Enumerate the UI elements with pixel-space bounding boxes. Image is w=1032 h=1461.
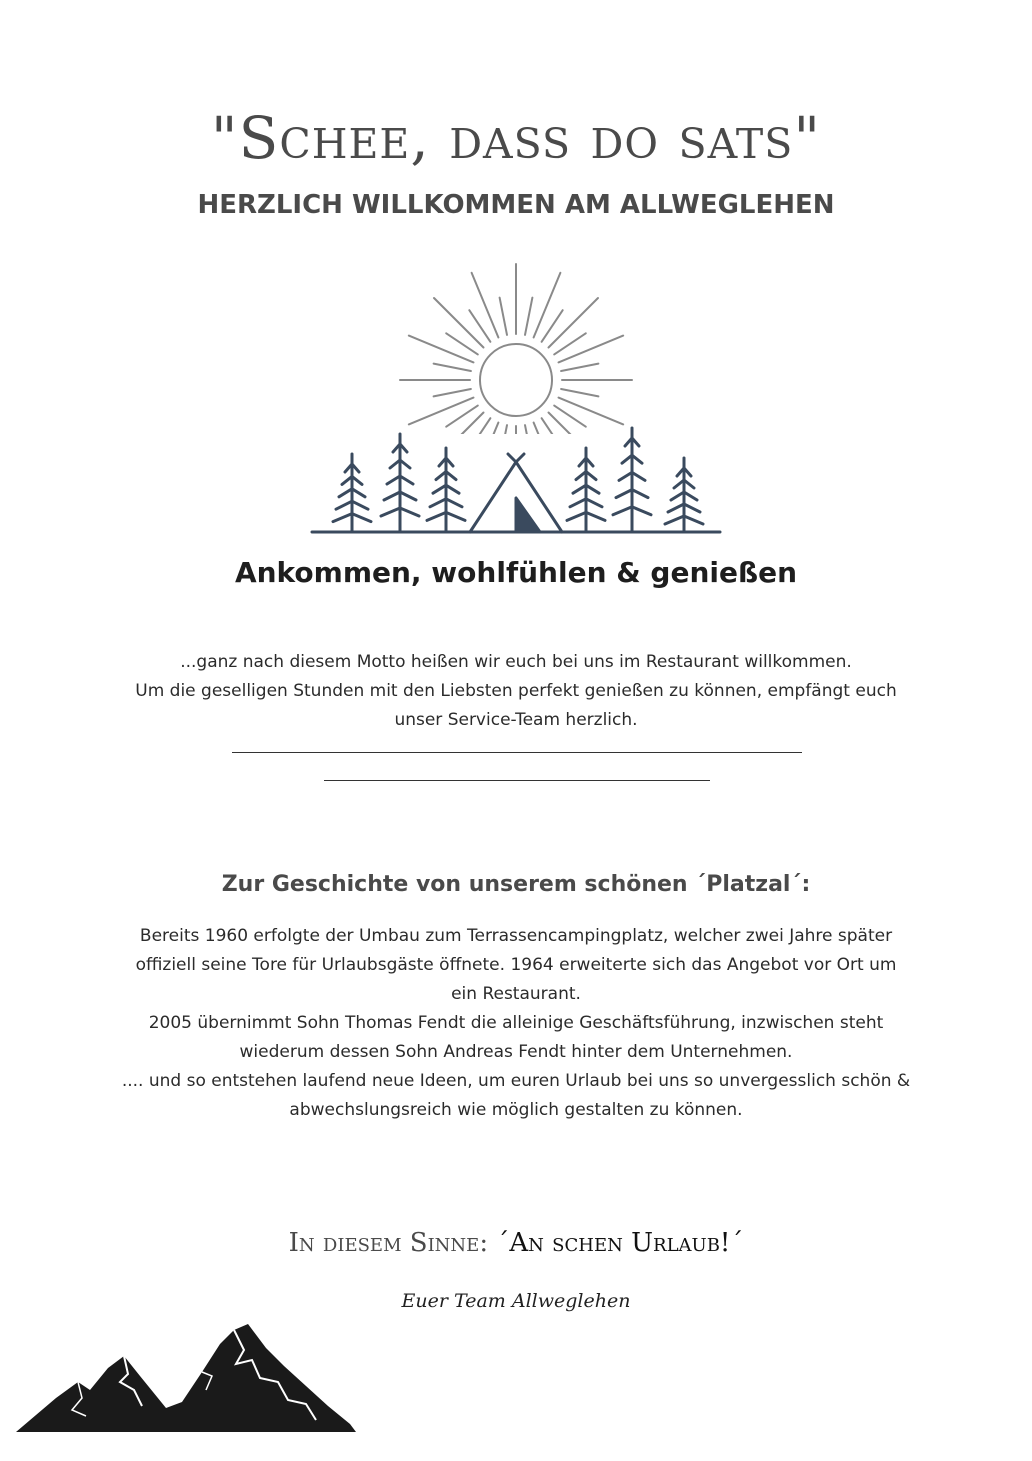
motto-heading: Ankommen, wohlfühlen & genießen: [234, 556, 798, 589]
history-line: offiziell seine Tore für Urlaubsgäste öffnete. 1964 erweiterte sich das Angebot vor Ort um: [135, 955, 897, 975]
history-line: 2005 übernimmt Sohn Thomas Fendt die alleinige Geschäftsführung, inzwischen steht: [148, 1013, 884, 1033]
intro-line: unser Service-Team herzlich.: [394, 710, 638, 730]
history-paragraph: [0, 922, 1032, 1125]
mountains-icon: [16, 1320, 356, 1432]
closing-line: [0, 1228, 1032, 1258]
history-line: wiederum dessen Sohn Andreas Fendt hinter dem Unternehmen.: [239, 1042, 793, 1062]
history-heading: Zur Geschichte von unserem schönen ´Platzal´:: [221, 872, 811, 897]
page-subtitle: HERZLICH WILLKOMMEN AM ALLWEGLEHEN: [197, 190, 835, 220]
history-line: abwechslungsreich wie möglich gestalten zu können.: [289, 1100, 743, 1120]
intro-paragraph: [0, 648, 1032, 735]
divider-line: [324, 780, 710, 781]
divider-line: [232, 752, 802, 753]
closing-prefix: In diesem Sinne:: [288, 1228, 489, 1258]
intro-line: ...ganz nach diesem Motto heißen wir euch bei uns im Restaurant willkommen.: [180, 652, 852, 672]
signature: Euer Team Allweglehen: [401, 1290, 631, 1312]
sun-trees-tent-icon: [306, 262, 726, 542]
history-line: ein Restaurant.: [451, 984, 581, 1004]
closing-wish: ´An schen Urlaub!´: [496, 1228, 744, 1258]
intro-line: Um die geselligen Stunden mit den Liebsten perfekt genießen zu können, empfängt euch: [135, 681, 897, 701]
page-title: "Schee, dass do sats": [210, 104, 822, 172]
history-line: Bereits 1960 erfolgte der Umbau zum Terrassencampingplatz, welcher zwei Jahre später: [139, 926, 893, 946]
history-line: .... und so entstehen laufend neue Ideen, um euren Urlaub bei uns so unvergesslich schön &: [121, 1071, 911, 1091]
